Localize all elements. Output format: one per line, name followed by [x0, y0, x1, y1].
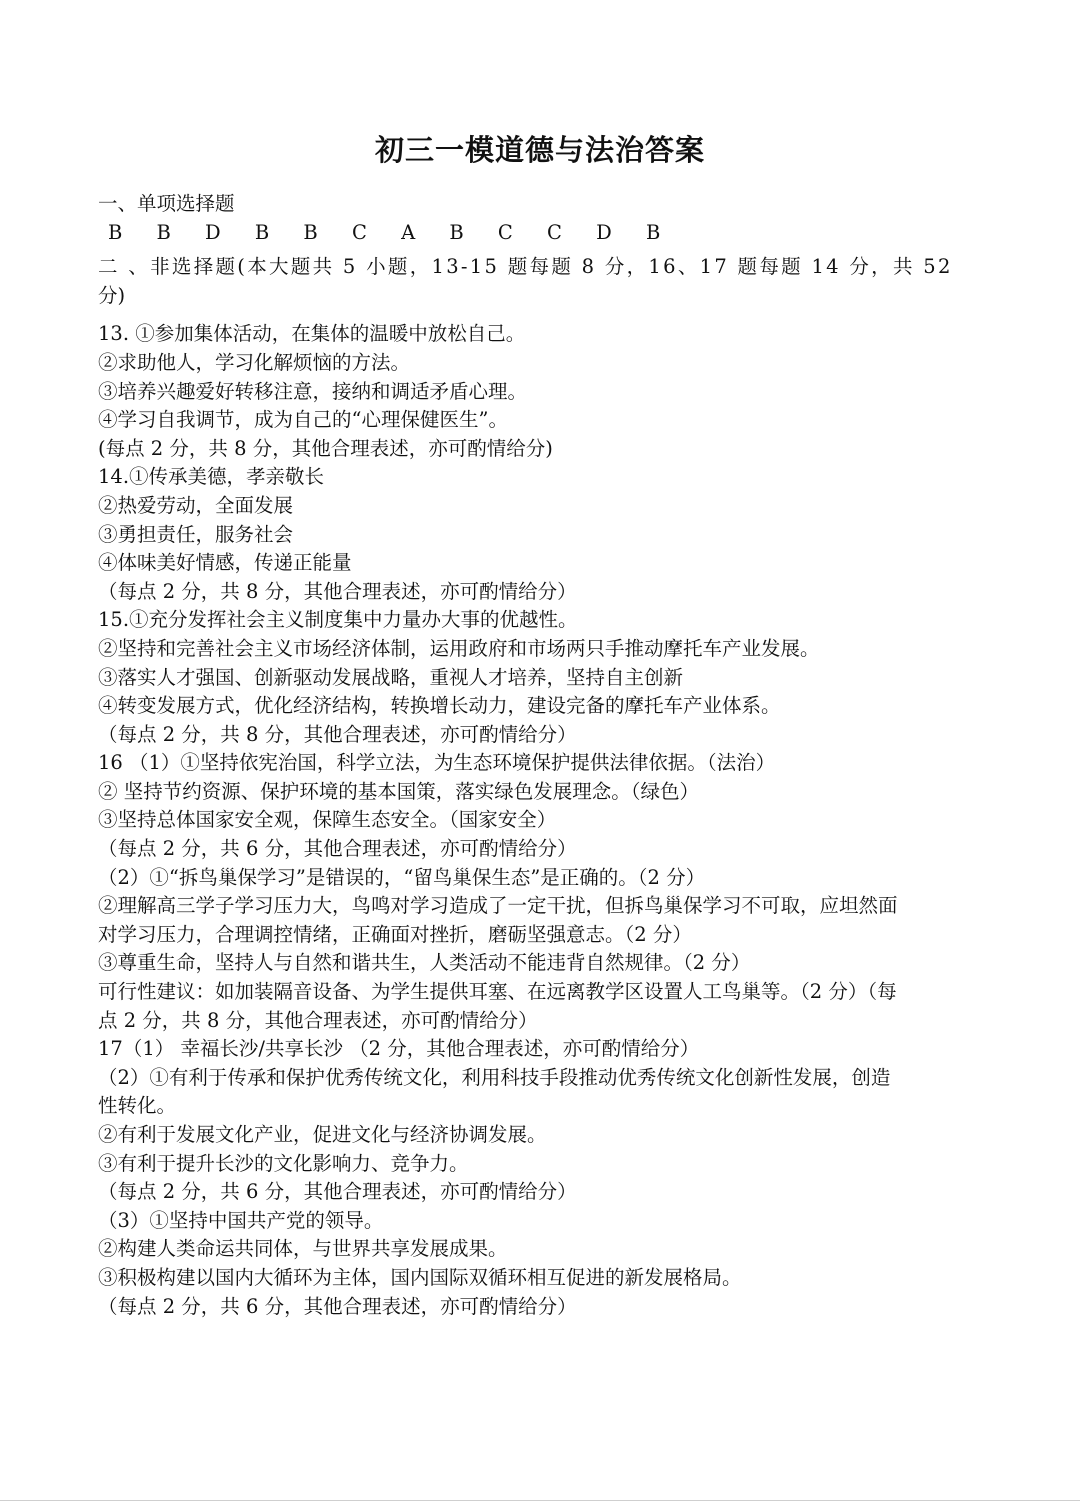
answer-line: 17（1） 幸福长沙/共享长沙 （2 分，其他合理表述，亦可酌情给分）: [98, 1037, 700, 1061]
section1-heading: 一、单项选择题: [98, 192, 235, 215]
answer-line: ④转变发展方式，优化经济结构，转换增长动力，建设完备的摩托车产业体系。: [98, 694, 781, 718]
answer-line: ④体味美好情感，传递正能量: [98, 551, 352, 575]
answer-line: （2）①“拆鸟巢保学习”是错误的，“留鸟巢保生态”是正确的。（2 分）: [98, 865, 706, 889]
answer-line: 可行性建议：如加装隔音设备、为学生提供耳塞、在远离教学区设置人工鸟巢等。（2 分）（每: [98, 980, 897, 1004]
answer-line: ② 坚持节约资源、保护环境的基本国策，落实绿色发展理念。（绿色）: [98, 779, 699, 803]
answer-line: 点 2 分，共 8 分，其他合理表述，亦可酌情给分）: [98, 1008, 538, 1032]
answer-line: 14.①传承美德，孝亲敬长: [98, 465, 325, 489]
answer-line: ③坚持总体国家安全观，保障生态安全。（国家安全）: [98, 808, 557, 832]
answer-line: （每点 2 分，共 6 分，其他合理表述，亦可酌情给分）: [98, 1294, 577, 1318]
answer-line: ②有利于发展文化产业，促进文化与经济协调发展。: [98, 1123, 547, 1146]
answer-line: ②热爱劳动，全面发展: [98, 493, 294, 517]
answer-line: ③积极构建以国内大循环为主体，国内国际双循环相互促进的新发展格局。: [98, 1265, 742, 1289]
answer-line: ②构建人类命运共同体，与世界共享发展成果。: [98, 1237, 508, 1261]
page-bottom-divider: [0, 1500, 1080, 1501]
answer-lines: [98, 320, 988, 1321]
answer-line: ④学习自我调节，成为自己的“心理保健医生”。: [98, 408, 508, 432]
answer-line: （每点 2 分，共 6 分，其他合理表述，亦可酌情给分）: [98, 837, 577, 861]
answer-line: ②求助他人，学习化解烦恼的方法。: [98, 350, 411, 374]
section2-heading-line2: 分): [98, 283, 126, 307]
answer-line: ②理解高三学子学习压力大，鸟鸣对学习造成了一定干扰，但拆鸟巢保学习不可取，应坦然面: [98, 894, 898, 918]
answer-line: 16 （1）①坚持依宪治国，科学立法，为生态环境保护提供法律依据。（法治）: [98, 751, 776, 775]
answer-line: ③尊重生命，坚持人与自然和谐共生，人类活动不能违背自然规律。（2 分）: [98, 951, 751, 975]
answer-line: ③落实人才强国、创新驱动发展战略，重视人才培养，坚持自主创新: [98, 665, 684, 689]
multiple-choice-answers: B B D B B C A B C C D B: [108, 220, 668, 244]
answer-line: ③有利于提升长沙的文化影响力、竞争力。: [98, 1151, 469, 1175]
answer-line: 性转化。: [98, 1094, 177, 1118]
answer-line: ③培养兴趣爱好转移注意，接纳和调适矛盾心理。: [98, 379, 528, 403]
answer-line: （每点 2 分，共 8 分，其他合理表述，亦可酌情给分）: [98, 579, 577, 603]
document-body: [98, 190, 988, 1321]
answer-line: （2）①有利于传承和保护优秀传统文化，利用科技手段推动优秀传统文化创新性发展，创造: [98, 1065, 891, 1089]
answer-line: 13. ①参加集体活动，在集体的温暖中放松自己。: [98, 322, 526, 346]
section2-heading-line1: 二 、非选择题(本大题共 5 小题，13-15 题每题 8 分，16、17 题每题 14 分，共 52: [98, 255, 953, 279]
answer-line: ③勇担责任，服务社会: [98, 522, 294, 546]
answer-line: 15.①充分发挥社会主义制度集中力量办大事的优越性。: [98, 608, 578, 632]
answer-line: （3）①坚持中国共产党的领导。: [98, 1208, 384, 1232]
answer-line: ②坚持和完善社会主义市场经济体制，运用政府和市场两只手推动摩托车产业发展。: [98, 636, 820, 660]
answer-line: 对学习压力，合理调控情绪，正确面对挫折，磨砺坚强意志。（2 分）: [98, 922, 692, 946]
answer-line: （每点 2 分，共 8 分，其他合理表述，亦可酌情给分）: [98, 722, 577, 746]
answer-line: (每点 2 分，共 8 分，其他合理表述，亦可酌情给分): [98, 436, 553, 460]
answer-line: （每点 2 分，共 6 分，其他合理表述，亦可酌情给分）: [98, 1180, 577, 1204]
document-title: 初三一模道德与法治答案: [374, 133, 705, 167]
